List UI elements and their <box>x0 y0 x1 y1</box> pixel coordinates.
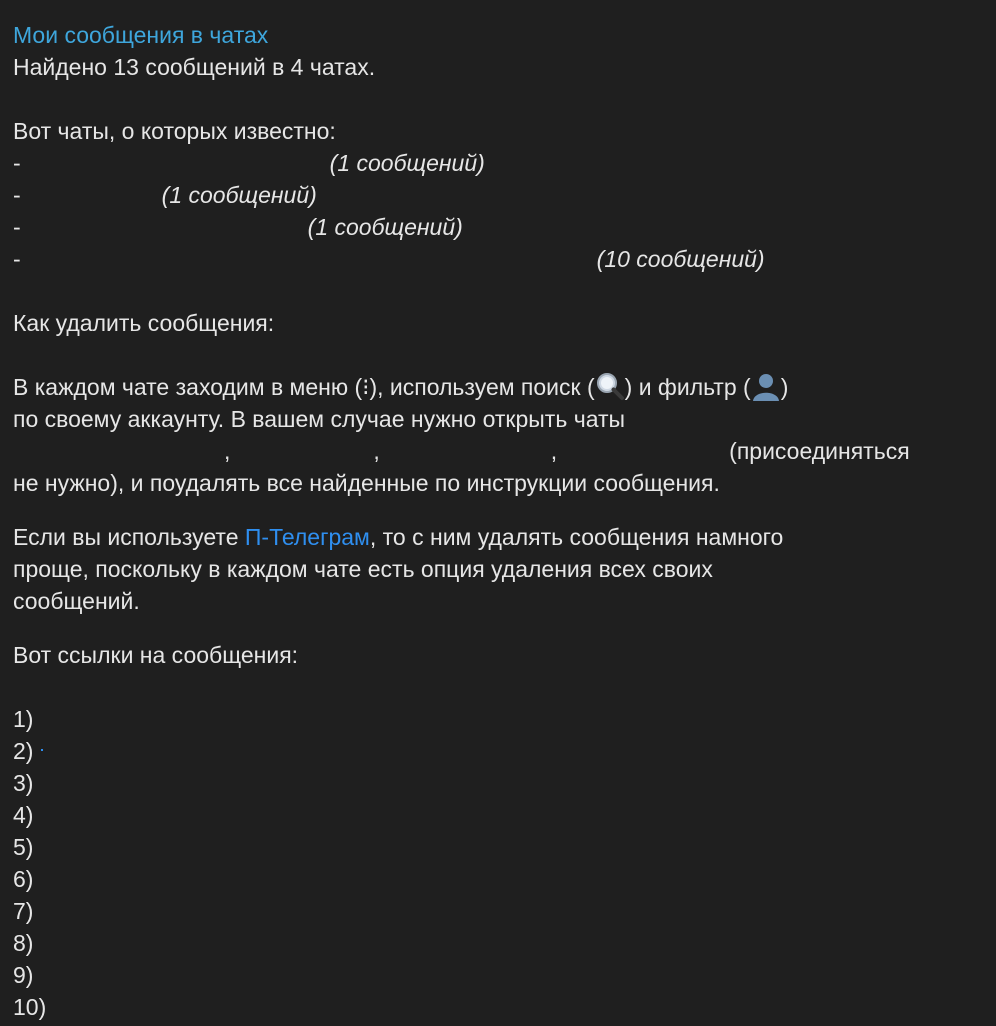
message-link-item[interactable]: 5) <box>13 834 34 860</box>
message-bubble <box>13 19 983 1023</box>
ptg-line-3: сообщений. <box>13 588 140 614</box>
chat-list-item <box>13 179 983 211</box>
message-link-item[interactable]: 6) <box>13 866 34 892</box>
howto-line-2: по своему аккаунту. В вашем случае нужно открыть чаты <box>13 406 626 432</box>
chat-count: (1 сообщений) <box>307 214 463 240</box>
howto-text-a: В каждом чате заходим в меню (⁝), используем поиск ( <box>13 374 595 400</box>
chat-list-item <box>13 211 983 243</box>
howto-tail: (присоединяться <box>729 438 910 464</box>
chat-dash: - <box>13 246 21 272</box>
howto-heading: Как удалить сообщения: <box>13 310 275 336</box>
message-link-item[interactable]: 7) <box>13 898 34 924</box>
chat-list-item <box>13 147 983 179</box>
howto-line-4: не нужно), и поудалять все найденные по инструкции сообщения. <box>13 470 720 496</box>
chat-dash: - <box>13 150 21 176</box>
chat-list-item <box>13 243 983 275</box>
message-link-item[interactable]: 9) <box>13 962 34 988</box>
summary-text: Найдено 13 сообщений в 4 чатах. <box>13 54 376 80</box>
user-silhouette-icon <box>751 371 781 401</box>
message-link-item[interactable]: 4) <box>13 802 34 828</box>
ptg-line-1: Если вы используете П-Телеграм, то с ним удалять сообщения намного <box>13 524 784 550</box>
howto-line-3: , , , (присоединяться <box>224 438 910 464</box>
chat-count: (1 сообщений) <box>329 150 485 176</box>
howto-line-1 <box>13 371 983 403</box>
chat-dash: - <box>13 214 21 240</box>
links-heading: Вот ссылки на сообщения: <box>13 642 299 668</box>
message-link-item[interactable]: 1) <box>13 706 34 732</box>
chat-dash: - <box>13 182 21 208</box>
howto-text-c: ) <box>780 374 789 400</box>
chat-count: (10 сообщений) <box>596 246 765 272</box>
message-link-item[interactable]: 3) <box>13 770 34 796</box>
message-title: Мои сообщения в чатах <box>13 22 269 48</box>
message-link-item[interactable]: 10) <box>13 994 47 1020</box>
p-telegram-link[interactable]: П-Телеграм <box>244 524 370 550</box>
chats-intro: Вот чаты, о которых известно: <box>13 118 336 144</box>
message-link-item[interactable]: 8) <box>13 930 34 956</box>
howto-text-b: ) и фильтр ( <box>624 374 751 400</box>
message-link-item[interactable]: 2) <box>13 735 983 767</box>
ptg-line-2: проще, поскольку в каждом чате есть опция удаления всех своих <box>13 556 713 582</box>
magnifier-icon <box>595 371 625 401</box>
chat-count: (1 сообщений) <box>161 182 317 208</box>
